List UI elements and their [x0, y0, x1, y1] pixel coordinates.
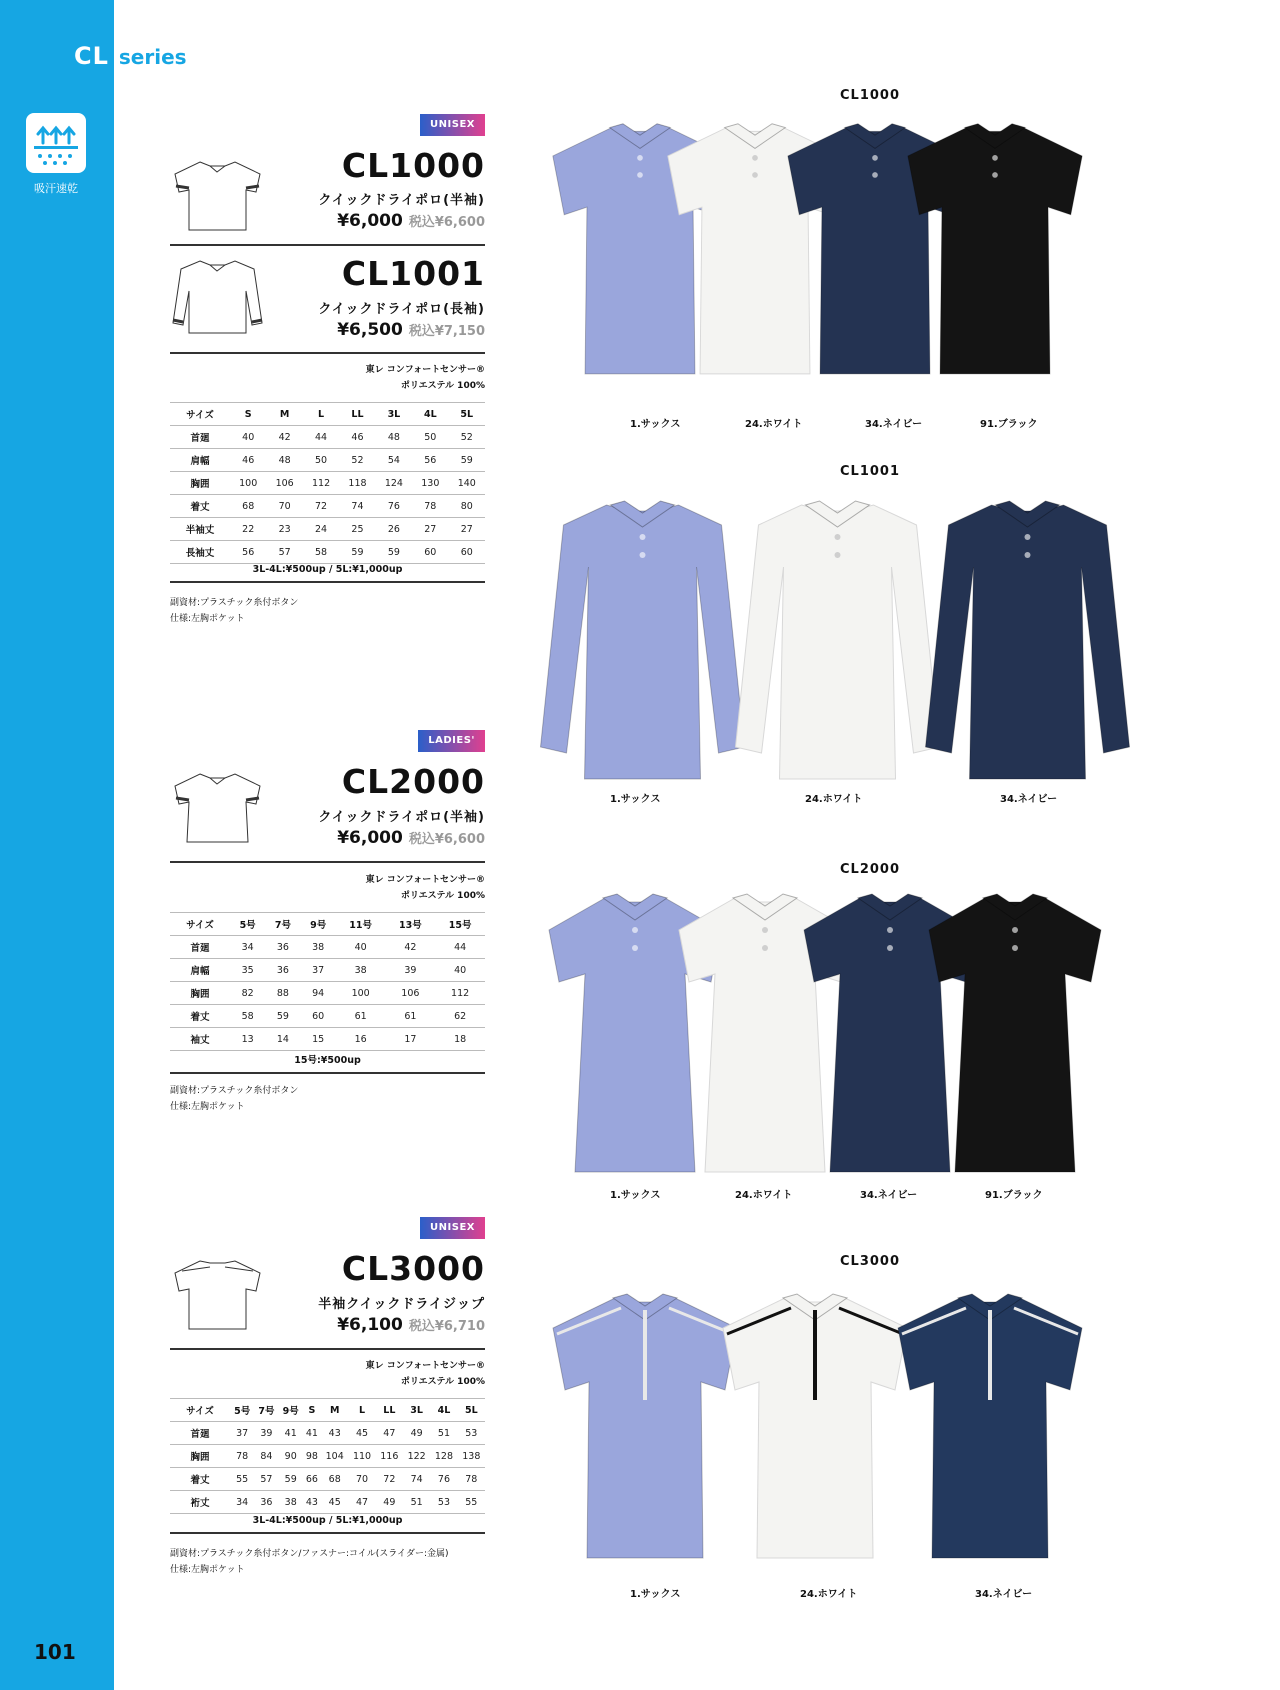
size-value: 80	[449, 495, 485, 518]
button	[1012, 927, 1018, 933]
button	[872, 172, 878, 178]
fabric-brand: 東レ コンフォートセンサー®	[365, 1361, 485, 1371]
button	[752, 155, 758, 161]
size-value: 25	[339, 518, 375, 541]
table-row	[170, 472, 485, 495]
size-value: 58	[303, 541, 339, 564]
table-row	[170, 495, 485, 518]
size-value: 78	[458, 1468, 485, 1491]
size-value: 78	[412, 495, 448, 518]
fabric-material: ポリエステル 100%	[400, 381, 485, 391]
size-value: 54	[376, 449, 412, 472]
size-value: 57	[254, 1468, 278, 1491]
size-value: 59	[339, 541, 375, 564]
button	[640, 552, 646, 558]
size-header-cell: 9号	[279, 1399, 303, 1422]
fabric-material: ポリエステル 100%	[400, 891, 485, 901]
measure-label: 肩幅	[170, 959, 230, 982]
size-value: 38	[279, 1491, 303, 1514]
note-line: 副資材:プラスチック糸付ボタン	[170, 598, 299, 608]
size-value: 44	[435, 936, 485, 959]
fabric-info	[366, 362, 485, 394]
garment-body	[929, 898, 1101, 1172]
measure-label: 着丈	[170, 1005, 230, 1028]
size-value: 130	[412, 472, 448, 495]
size-value: 61	[386, 1005, 436, 1028]
size-value: 44	[303, 426, 339, 449]
size-value: 35	[230, 959, 265, 982]
size-header-cell: 5L	[458, 1399, 485, 1422]
size-value: 78	[230, 1445, 254, 1468]
size-value: 24	[303, 518, 339, 541]
size-value: 17	[386, 1028, 436, 1051]
size-value: 56	[412, 449, 448, 472]
table-row	[170, 426, 485, 449]
table-row	[170, 982, 485, 1005]
series-word: series	[118, 45, 187, 69]
fabric-brand: 東レ コンフォートセンサー®	[365, 365, 485, 375]
measure-label: 半袖丈	[170, 518, 230, 541]
size-value: 47	[376, 1422, 403, 1445]
tax-price: 税込¥6,710	[408, 1319, 485, 1334]
size-value: 57	[266, 541, 302, 564]
product-name: クイックドライポロ(長袖)	[318, 302, 485, 317]
size-header-cell: 3L	[376, 403, 412, 426]
size-value: 36	[265, 959, 300, 982]
size-value: 84	[254, 1445, 278, 1468]
size-value: 48	[266, 449, 302, 472]
button	[637, 155, 643, 161]
table-row	[170, 1468, 485, 1491]
size-value: 66	[303, 1468, 321, 1491]
measure-label: 胸囲	[170, 472, 230, 495]
measure-label: 長袖丈	[170, 541, 230, 564]
fabric-info	[366, 1358, 485, 1390]
size-value: 14	[265, 1028, 300, 1051]
size-value: 38	[336, 959, 386, 982]
size-value: 41	[303, 1422, 321, 1445]
size-value: 47	[348, 1491, 375, 1514]
size-value: 52	[449, 426, 485, 449]
size-value: 55	[230, 1468, 254, 1491]
size-value: 40	[230, 426, 266, 449]
badge-unisex: UNISEX	[420, 114, 485, 136]
size-value: 76	[430, 1468, 457, 1491]
button	[632, 945, 638, 951]
upcharge-note: 15号:¥500up	[170, 1052, 485, 1074]
size-value: 48	[376, 426, 412, 449]
price: ¥6,100	[337, 1315, 403, 1335]
size-table-header	[170, 1399, 485, 1422]
size-value: 45	[321, 1491, 348, 1514]
price-row	[337, 828, 485, 848]
size-header-cell: 4L	[430, 1399, 457, 1422]
color-label: 24.ホワイト	[800, 1589, 858, 1600]
product-block-cl2000	[170, 730, 485, 1120]
size-header-cell: 11号	[336, 913, 386, 936]
size-value: 72	[376, 1468, 403, 1491]
garment-image	[920, 497, 1135, 787]
size-value: 40	[435, 959, 485, 982]
short-sleeve-sketch-icon	[170, 158, 265, 233]
size-value: 39	[386, 959, 436, 982]
size-header-cell: M	[321, 1399, 348, 1422]
note-line: 副資材:プラスチック糸付ボタン	[170, 1086, 299, 1096]
price: ¥6,000	[337, 828, 403, 848]
size-table	[170, 912, 485, 1051]
color-label: 1.サックス	[630, 419, 681, 430]
size-value: 61	[336, 1005, 386, 1028]
upcharge-note: 3L-4L:¥500up / 5L:¥1,000up	[170, 564, 485, 583]
garment-body	[541, 505, 745, 779]
color-label: 34.ネイビー	[975, 1589, 1033, 1600]
size-header-cell: 13号	[386, 913, 436, 936]
size-value: 43	[303, 1491, 321, 1514]
size-value: 52	[339, 449, 375, 472]
size-value: 16	[336, 1028, 386, 1051]
fabric-info	[366, 872, 485, 904]
note-line: 仕様:左胸ポケット	[170, 614, 245, 624]
size-value: 42	[266, 426, 302, 449]
button	[640, 534, 646, 540]
product-code: CL2000	[341, 762, 485, 801]
size-value: 106	[386, 982, 436, 1005]
color-label: 1.サックス	[610, 794, 661, 805]
size-value: 94	[301, 982, 336, 1005]
size-value: 37	[301, 959, 336, 982]
size-value: 100	[230, 472, 266, 495]
size-value: 68	[230, 495, 266, 518]
color-label: 24.ホワイト	[745, 419, 803, 430]
size-value: 15	[301, 1028, 336, 1051]
size-header-cell: M	[266, 403, 302, 426]
color-label: 34.ネイビー	[1000, 794, 1058, 805]
price-row	[337, 320, 485, 340]
product-name: クイックドライポロ(半袖)	[318, 193, 485, 208]
size-value: 27	[412, 518, 448, 541]
size-value: 140	[449, 472, 485, 495]
size-value: 36	[254, 1491, 278, 1514]
size-value: 40	[336, 936, 386, 959]
button	[887, 927, 893, 933]
button	[637, 172, 643, 178]
zip-shirt-sketch-icon	[170, 1257, 265, 1332]
tax-price: 税込¥6,600	[408, 832, 485, 847]
gallery-title-cl1001: CL1001	[840, 464, 901, 479]
size-value: 38	[301, 936, 336, 959]
size-value: 76	[376, 495, 412, 518]
product-code: CL3000	[341, 1249, 485, 1288]
size-value: 59	[449, 449, 485, 472]
size-header-cell: 3L	[403, 1399, 430, 1422]
button	[992, 172, 998, 178]
measure-label: 首廻	[170, 1422, 230, 1445]
long-sleeve-sketch-icon	[170, 257, 265, 337]
table-row	[170, 1445, 485, 1468]
measure-label: 首廻	[170, 426, 230, 449]
button	[1012, 945, 1018, 951]
size-value: 59	[279, 1468, 303, 1491]
size-value: 60	[412, 541, 448, 564]
garment-image	[535, 497, 750, 787]
size-header-cell: 7号	[254, 1399, 278, 1422]
color-label: 91.ブラック	[980, 419, 1038, 430]
color-label: 1.サックス	[630, 1589, 681, 1600]
upcharge-note: 3L-4L:¥500up / 5L:¥1,000up	[170, 1515, 485, 1534]
table-row	[170, 936, 485, 959]
size-value: 53	[458, 1422, 485, 1445]
size-value: 118	[339, 472, 375, 495]
price: ¥6,500	[337, 320, 403, 340]
size-value: 116	[376, 1445, 403, 1468]
size-value: 50	[412, 426, 448, 449]
price: ¥6,000	[337, 211, 403, 231]
note-line: 副資材:プラスチック糸付ボタン/ファスナー:コイル(スライダー:金属)	[170, 1549, 449, 1559]
size-value: 51	[403, 1491, 430, 1514]
size-header-cell: サイズ	[170, 403, 230, 426]
measure-label: 首廻	[170, 936, 230, 959]
measure-label: 着丈	[170, 1468, 230, 1491]
size-header-cell: LL	[376, 1399, 403, 1422]
badge-ladies: LADIES'	[418, 730, 485, 752]
color-label: 24.ホワイト	[735, 1190, 793, 1201]
gallery-title-cl3000: CL3000	[840, 1254, 901, 1269]
garment-image	[915, 890, 1115, 1175]
measure-label: 袖丈	[170, 1028, 230, 1051]
size-value: 88	[265, 982, 300, 1005]
tax-price: 税込¥7,150	[408, 324, 485, 339]
size-value: 34	[230, 936, 265, 959]
size-value: 68	[321, 1468, 348, 1491]
divider	[170, 861, 485, 863]
product-code: CL1000	[341, 146, 485, 185]
measure-label: 裄丈	[170, 1491, 230, 1514]
size-value: 59	[265, 1005, 300, 1028]
size-value: 50	[303, 449, 339, 472]
table-row	[170, 1005, 485, 1028]
garment-body	[926, 505, 1130, 779]
product-block-cl3000	[170, 1217, 485, 1587]
button	[835, 552, 841, 558]
size-value: 26	[376, 518, 412, 541]
material-notes	[170, 1546, 449, 1578]
button	[992, 155, 998, 161]
price-row	[337, 1315, 485, 1335]
measure-label: 胸囲	[170, 982, 230, 1005]
size-value: 13	[230, 1028, 265, 1051]
size-value: 36	[265, 936, 300, 959]
size-value: 60	[449, 541, 485, 564]
size-value: 34	[230, 1491, 254, 1514]
size-value: 74	[403, 1468, 430, 1491]
size-value: 60	[301, 1005, 336, 1028]
product-code: CL1001	[341, 254, 485, 293]
material-notes	[170, 595, 298, 627]
gallery-title-cl1000: CL1000	[840, 88, 901, 103]
size-value: 100	[336, 982, 386, 1005]
size-value: 104	[321, 1445, 348, 1468]
button	[872, 155, 878, 161]
size-value: 58	[230, 1005, 265, 1028]
product-block-cl1000	[170, 112, 485, 632]
size-header-cell: LL	[339, 403, 375, 426]
button	[1025, 552, 1031, 558]
size-value: 90	[279, 1445, 303, 1468]
size-table	[170, 402, 485, 564]
size-value: 70	[348, 1468, 375, 1491]
size-value: 27	[449, 518, 485, 541]
size-value: 46	[339, 426, 375, 449]
size-value: 49	[376, 1491, 403, 1514]
feature-label: 吸汗速乾	[34, 182, 78, 195]
size-value: 41	[279, 1422, 303, 1445]
size-value: 56	[230, 541, 266, 564]
product-name: クイックドライポロ(半袖)	[318, 810, 485, 825]
size-value: 112	[435, 982, 485, 1005]
product-name: 半袖クイックドライジップ	[318, 1297, 485, 1312]
button	[835, 534, 841, 540]
size-header-cell: L	[303, 403, 339, 426]
size-value: 72	[303, 495, 339, 518]
button	[752, 172, 758, 178]
button	[632, 927, 638, 933]
size-value: 98	[303, 1445, 321, 1468]
table-row	[170, 518, 485, 541]
note-line: 仕様:左胸ポケット	[170, 1565, 245, 1575]
series-sidebar	[0, 0, 114, 1690]
color-label: 34.ネイビー	[860, 1190, 918, 1201]
series-title	[74, 42, 187, 70]
size-header-cell: 5号	[230, 913, 265, 936]
size-value: 43	[321, 1422, 348, 1445]
badge-unisex: UNISEX	[420, 1217, 485, 1239]
garment-body	[736, 505, 940, 779]
size-value: 51	[430, 1422, 457, 1445]
table-row	[170, 449, 485, 472]
color-label: 24.ホワイト	[805, 794, 863, 805]
garment-image	[885, 1290, 1095, 1575]
sweat-dry-icon	[26, 113, 86, 173]
size-value: 110	[348, 1445, 375, 1468]
size-value: 128	[430, 1445, 457, 1468]
measure-label: 胸囲	[170, 1445, 230, 1468]
measure-label: 肩幅	[170, 449, 230, 472]
table-row	[170, 1422, 485, 1445]
color-label: 34.ネイビー	[865, 419, 923, 430]
button	[887, 945, 893, 951]
size-value: 74	[339, 495, 375, 518]
size-value: 138	[458, 1445, 485, 1468]
fabric-material: ポリエステル 100%	[400, 1377, 485, 1387]
garment-image	[730, 497, 945, 787]
size-header-cell: サイズ	[170, 913, 230, 936]
table-row	[170, 1491, 485, 1514]
size-value: 18	[435, 1028, 485, 1051]
size-header-cell: サイズ	[170, 1399, 230, 1422]
size-header-cell: 7号	[265, 913, 300, 936]
size-value: 49	[403, 1422, 430, 1445]
size-table-header	[170, 403, 485, 426]
table-row	[170, 1028, 485, 1051]
button	[762, 945, 768, 951]
garment-body	[908, 128, 1082, 374]
divider	[170, 1348, 485, 1350]
size-table	[170, 1398, 485, 1514]
size-value: 45	[348, 1422, 375, 1445]
size-value: 122	[403, 1445, 430, 1468]
size-header-cell: L	[348, 1399, 375, 1422]
divider	[170, 244, 485, 246]
size-table-header	[170, 913, 485, 936]
size-value: 55	[458, 1491, 485, 1514]
size-header-cell: S	[303, 1399, 321, 1422]
button	[762, 927, 768, 933]
measure-label: 着丈	[170, 495, 230, 518]
material-notes	[170, 1083, 298, 1115]
size-value: 37	[230, 1422, 254, 1445]
gallery-title-cl2000: CL2000	[840, 862, 901, 877]
size-value: 70	[266, 495, 302, 518]
short-sleeve-sketch-icon	[170, 770, 265, 845]
size-header-cell: 4L	[412, 403, 448, 426]
table-row	[170, 959, 485, 982]
divider	[170, 352, 485, 354]
size-header-cell: S	[230, 403, 266, 426]
size-header-cell: 9号	[301, 913, 336, 936]
size-value: 22	[230, 518, 266, 541]
size-header-cell: 15号	[435, 913, 485, 936]
size-value: 46	[230, 449, 266, 472]
series-code: CL	[74, 42, 109, 70]
size-value: 82	[230, 982, 265, 1005]
fabric-brand: 東レ コンフォートセンサー®	[365, 875, 485, 885]
note-line: 仕様:左胸ポケット	[170, 1102, 245, 1112]
size-value: 124	[376, 472, 412, 495]
size-header-cell: 5L	[449, 403, 485, 426]
size-value: 106	[266, 472, 302, 495]
tax-price: 税込¥6,600	[408, 215, 485, 230]
size-value: 62	[435, 1005, 485, 1028]
size-value: 59	[376, 541, 412, 564]
price-row	[337, 211, 485, 231]
size-value: 53	[430, 1491, 457, 1514]
size-value: 23	[266, 518, 302, 541]
table-row	[170, 541, 485, 564]
garment-image	[895, 120, 1095, 390]
color-label: 91.ブラック	[985, 1190, 1043, 1201]
size-value: 112	[303, 472, 339, 495]
size-value: 42	[386, 936, 436, 959]
page-number: 101	[34, 1640, 76, 1664]
button	[1025, 534, 1031, 540]
size-value: 39	[254, 1422, 278, 1445]
size-header-cell: 5号	[230, 1399, 254, 1422]
color-label: 1.サックス	[610, 1190, 661, 1201]
